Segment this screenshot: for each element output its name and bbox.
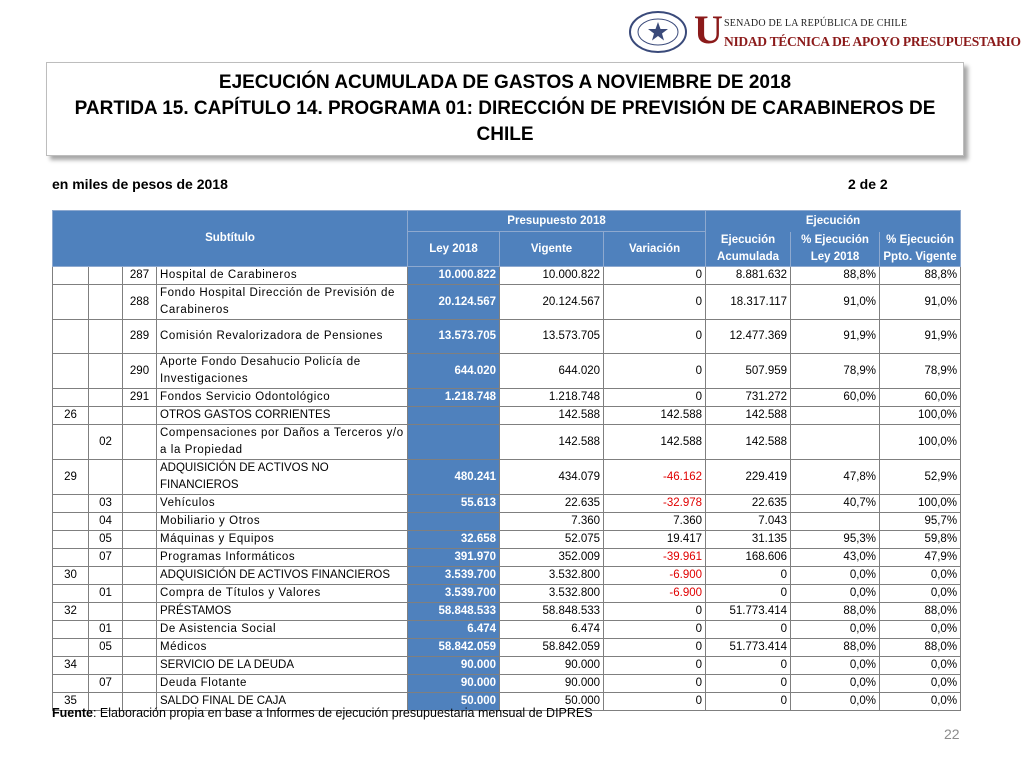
cell-pct-ley: 0,0% [791, 584, 880, 602]
cell-pct-ley: 88,8% [791, 266, 880, 284]
cell-ley-2018: 13.573.705 [408, 319, 500, 353]
cell-ejecucion-acumulada: 0 [706, 674, 791, 692]
cell-vigente: 352.009 [500, 548, 604, 566]
cell-asignacion: 291 [123, 388, 157, 406]
cell-ley-2018: 10.000.822 [408, 266, 500, 284]
cell-descripcion: Aporte Fondo Desahucio Policía de Investigaciones [157, 353, 408, 388]
cell-descripcion: Comisión Revalorizadora de Pensiones [157, 319, 408, 353]
cell-variacion: -39.961 [604, 548, 706, 566]
cell-item [89, 566, 123, 584]
header-pct-vig-2: Ppto. Vigente [880, 249, 961, 267]
cell-item: 07 [89, 548, 123, 566]
cell-asignacion [123, 566, 157, 584]
cell-descripcion: De Asistencia Social [157, 620, 408, 638]
cell-ejecucion-acumulada: 142.588 [706, 406, 791, 424]
table-row [53, 674, 961, 692]
cell-pct-vigente: 100,0% [880, 424, 961, 459]
cell-subtitulo [53, 674, 89, 692]
cell-item: 05 [89, 530, 123, 548]
table-row [53, 459, 961, 494]
cell-vigente: 10.000.822 [500, 266, 604, 284]
cell-ley-2018: 391.970 [408, 548, 500, 566]
cell-ley-2018: 1.218.748 [408, 388, 500, 406]
cell-asignacion: 289 [123, 319, 157, 353]
cell-ley-2018: 32.658 [408, 530, 500, 548]
cell-item: 05 [89, 638, 123, 656]
cell-ejecucion-acumulada: 0 [706, 620, 791, 638]
cell-pct-vigente: 78,9% [880, 353, 961, 388]
cell-pct-vigente: 0,0% [880, 584, 961, 602]
cell-pct-vigente: 59,8% [880, 530, 961, 548]
cell-subtitulo [53, 353, 89, 388]
cell-descripcion: SALDO FINAL DE CAJA [157, 692, 408, 710]
cell-ley-2018: 3.539.700 [408, 566, 500, 584]
table-row [53, 638, 961, 656]
cell-asignacion [123, 584, 157, 602]
table-row [53, 284, 961, 319]
cell-subtitulo: 26 [53, 406, 89, 424]
cell-pct-ley: 78,9% [791, 353, 880, 388]
cell-vigente: 142.588 [500, 406, 604, 424]
cell-item: 02 [89, 424, 123, 459]
cell-descripcion: Médicos [157, 638, 408, 656]
cell-vigente: 13.573.705 [500, 319, 604, 353]
cell-ejecucion-acumulada: 51.773.414 [706, 638, 791, 656]
cell-ejecucion-acumulada: 0 [706, 656, 791, 674]
table-row [53, 620, 961, 638]
source-footer [52, 706, 593, 720]
cell-pct-ley: 0,0% [791, 620, 880, 638]
cell-pct-vigente: 88,0% [880, 638, 961, 656]
table-body [53, 266, 961, 710]
cell-vigente: 7.360 [500, 512, 604, 530]
header-ejec-acum-2: Acumulada [706, 249, 791, 267]
cell-asignacion [123, 424, 157, 459]
cell-pct-ley: 40,7% [791, 494, 880, 512]
cell-item [89, 602, 123, 620]
cell-vigente: 644.020 [500, 353, 604, 388]
cell-pct-ley: 88,0% [791, 638, 880, 656]
cell-variacion: -32.978 [604, 494, 706, 512]
cell-asignacion [123, 674, 157, 692]
cell-pct-vigente: 88,0% [880, 602, 961, 620]
cell-pct-vigente: 52,9% [880, 459, 961, 494]
cell-variacion: -6.900 [604, 584, 706, 602]
cell-asignacion [123, 638, 157, 656]
cell-item [89, 388, 123, 406]
cell-ley-2018: 6.474 [408, 620, 500, 638]
cell-vigente: 142.588 [500, 424, 604, 459]
cell-subtitulo: 32 [53, 602, 89, 620]
cell-variacion: 0 [604, 388, 706, 406]
cell-ejecucion-acumulada: 18.317.117 [706, 284, 791, 319]
cell-pct-ley [791, 512, 880, 530]
header-pct-vig-1: % Ejecución [880, 232, 961, 249]
cell-ejecucion-acumulada: 0 [706, 584, 791, 602]
title-line-3: CHILE [476, 124, 534, 145]
cell-subtitulo [53, 319, 89, 353]
cell-ejecucion-acumulada: 12.477.369 [706, 319, 791, 353]
cell-pct-vigente: 47,9% [880, 548, 961, 566]
cell-descripcion: Deuda Flotante [157, 674, 408, 692]
cell-ley-2018 [408, 512, 500, 530]
cell-descripcion: Fondo Hospital Dirección de Previsión de Carabineros [157, 284, 408, 319]
cell-descripcion: Fondos Servicio Odontológico [157, 388, 408, 406]
cell-ejecucion-acumulada: 0 [706, 692, 791, 710]
table-row [53, 656, 961, 674]
cell-pct-ley: 47,8% [791, 459, 880, 494]
cell-pct-vigente: 0,0% [880, 566, 961, 584]
cell-item [89, 459, 123, 494]
cell-ejecucion-acumulada: 0 [706, 566, 791, 584]
cell-pct-ley: 60,0% [791, 388, 880, 406]
table-row [53, 353, 961, 388]
cell-ley-2018: 90.000 [408, 674, 500, 692]
table-row [53, 566, 961, 584]
cell-pct-vigente: 100,0% [880, 494, 961, 512]
cell-item: 03 [89, 494, 123, 512]
source-label: Fuente [52, 706, 93, 720]
table-row [53, 512, 961, 530]
cell-vigente: 50.000 [500, 692, 604, 710]
cell-descripcion: ADQUISICIÓN DE ACTIVOS FINANCIEROS [157, 566, 408, 584]
cell-pct-vigente: 60,0% [880, 388, 961, 406]
header-ejec-acum-1: Ejecución [706, 232, 791, 249]
title-line-2: PARTIDA 15. CAPÍTULO 14. PROGRAMA 01: DIRECCIÓN DE PREVISIÓN DE CARABINEROS DE [74, 98, 936, 119]
cell-item: 04 [89, 512, 123, 530]
cell-variacion: 0 [604, 266, 706, 284]
cell-subtitulo [53, 424, 89, 459]
cell-vigente: 52.075 [500, 530, 604, 548]
cell-pct-vigente: 0,0% [880, 692, 961, 710]
cell-variacion: 19.417 [604, 530, 706, 548]
cell-descripcion: Máquinas y Equipos [157, 530, 408, 548]
table-row [53, 319, 961, 353]
cell-subtitulo [53, 284, 89, 319]
cell-ejecucion-acumulada: 731.272 [706, 388, 791, 406]
cell-ley-2018: 58.848.533 [408, 602, 500, 620]
cell-pct-ley: 43,0% [791, 548, 880, 566]
brand-letter: U [694, 7, 723, 52]
cell-ley-2018: 50.000 [408, 692, 500, 710]
cell-subtitulo [53, 266, 89, 284]
cell-variacion: -6.900 [604, 566, 706, 584]
cell-asignacion [123, 548, 157, 566]
cell-ley-2018 [408, 424, 500, 459]
cell-subtitulo [53, 584, 89, 602]
cell-pct-ley: 0,0% [791, 656, 880, 674]
cell-item [89, 266, 123, 284]
cell-item: 01 [89, 584, 123, 602]
page-of-label: 2 de 2 [848, 176, 888, 192]
cell-pct-vigente: 0,0% [880, 620, 961, 638]
cell-asignacion [123, 512, 157, 530]
cell-ejecucion-acumulada: 7.043 [706, 512, 791, 530]
cell-ejecucion-acumulada: 8.881.632 [706, 266, 791, 284]
units-label: en miles de pesos de 2018 [52, 176, 228, 192]
cell-ley-2018: 480.241 [408, 459, 500, 494]
header-ejecucion: Ejecución [706, 211, 961, 232]
cell-vigente: 3.532.800 [500, 584, 604, 602]
senado-logo [628, 7, 1021, 56]
cell-descripcion: SERVICIO DE LA DEUDA [157, 656, 408, 674]
cell-asignacion [123, 459, 157, 494]
table-row [53, 584, 961, 602]
cell-subtitulo [53, 638, 89, 656]
cell-item [89, 353, 123, 388]
cell-pct-ley: 95,3% [791, 530, 880, 548]
title-box [46, 62, 964, 156]
cell-ley-2018: 644.020 [408, 353, 500, 388]
cell-item [89, 284, 123, 319]
cell-subtitulo [53, 494, 89, 512]
cell-item [89, 656, 123, 674]
cell-ley-2018: 3.539.700 [408, 584, 500, 602]
cell-asignacion [123, 530, 157, 548]
cell-subtitulo [53, 530, 89, 548]
cell-vigente: 22.635 [500, 494, 604, 512]
header-pct-ley-2: Ley 2018 [791, 249, 880, 267]
cell-pct-ley: 0,0% [791, 566, 880, 584]
cell-variacion: 142.588 [604, 424, 706, 459]
cell-descripcion: Vehículos [157, 494, 408, 512]
table-row [53, 494, 961, 512]
table-row [53, 388, 961, 406]
budget-table [52, 210, 960, 707]
cell-ejecucion-acumulada: 507.959 [706, 353, 791, 388]
cell-asignacion: 287 [123, 266, 157, 284]
page-number: 22 [944, 726, 960, 742]
table-row [53, 602, 961, 620]
cell-pct-ley: 0,0% [791, 674, 880, 692]
cell-subtitulo: 35 [53, 692, 89, 710]
cell-pct-ley: 91,9% [791, 319, 880, 353]
cell-pct-ley [791, 424, 880, 459]
cell-asignacion: 288 [123, 284, 157, 319]
cell-pct-vigente: 91,9% [880, 319, 961, 353]
cell-asignacion [123, 494, 157, 512]
cell-descripcion: Mobiliario y Otros [157, 512, 408, 530]
cell-subtitulo [53, 388, 89, 406]
cell-descripcion: OTROS GASTOS CORRIENTES [157, 406, 408, 424]
cell-variacion: -46.162 [604, 459, 706, 494]
cell-vigente: 58.848.533 [500, 602, 604, 620]
cell-subtitulo [53, 512, 89, 530]
cell-subtitulo: 30 [53, 566, 89, 584]
cell-variacion: 0 [604, 674, 706, 692]
brand-line-1: SENADO DE LA REPÚBLICA DE CHILE [724, 18, 908, 29]
cell-item: 07 [89, 674, 123, 692]
header-pct-ley-1: % Ejecución [791, 232, 880, 249]
cell-ley-2018 [408, 406, 500, 424]
cell-item [89, 319, 123, 353]
cell-vigente: 90.000 [500, 674, 604, 692]
cell-vigente: 6.474 [500, 620, 604, 638]
senado-seal-icon [628, 10, 688, 54]
cell-variacion: 0 [604, 602, 706, 620]
table-row [53, 266, 961, 284]
cell-variacion: 0 [604, 620, 706, 638]
cell-pct-vigente: 88,8% [880, 266, 961, 284]
table-row [53, 406, 961, 424]
cell-vigente: 20.124.567 [500, 284, 604, 319]
cell-ejecucion-acumulada: 142.588 [706, 424, 791, 459]
cell-pct-ley: 0,0% [791, 692, 880, 710]
header-vigente: Vigente [500, 232, 604, 267]
cell-asignacion [123, 620, 157, 638]
cell-variacion: 0 [604, 692, 706, 710]
cell-descripcion: Compensaciones por Daños a Terceros y/o a la Propiedad [157, 424, 408, 459]
cell-pct-ley [791, 406, 880, 424]
cell-asignacion [123, 602, 157, 620]
cell-pct-vigente: 0,0% [880, 674, 961, 692]
cell-subtitulo [53, 620, 89, 638]
cell-ley-2018: 90.000 [408, 656, 500, 674]
cell-descripcion: ADQUISICIÓN DE ACTIVOS NO FINANCIEROS [157, 459, 408, 494]
cell-pct-ley: 91,0% [791, 284, 880, 319]
cell-subtitulo: 29 [53, 459, 89, 494]
cell-item: 01 [89, 620, 123, 638]
cell-variacion: 142.588 [604, 406, 706, 424]
table-row [53, 530, 961, 548]
cell-vigente: 90.000 [500, 656, 604, 674]
cell-pct-vigente: 95,7% [880, 512, 961, 530]
header-subtitulo: Subtítulo [53, 211, 408, 267]
cell-pct-vigente: 0,0% [880, 656, 961, 674]
cell-pct-vigente: 100,0% [880, 406, 961, 424]
cell-variacion: 0 [604, 353, 706, 388]
cell-descripcion: Programas Informáticos [157, 548, 408, 566]
header-variacion: Variación [604, 232, 706, 267]
cell-vigente: 434.079 [500, 459, 604, 494]
cell-vigente: 3.532.800 [500, 566, 604, 584]
cell-ejecucion-acumulada: 22.635 [706, 494, 791, 512]
cell-variacion: 0 [604, 319, 706, 353]
title-line-1: EJECUCIÓN ACUMULADA DE GASTOS A NOVIEMBRE DE 2018 [218, 72, 792, 93]
cell-variacion: 0 [604, 284, 706, 319]
brand-line-2: NIDAD TÉCNICA DE APOYO PRESUPUESTARIO [724, 34, 1021, 49]
cell-descripcion: Compra de Títulos y Valores [157, 584, 408, 602]
cell-ley-2018: 20.124.567 [408, 284, 500, 319]
cell-ley-2018: 55.613 [408, 494, 500, 512]
cell-variacion: 7.360 [604, 512, 706, 530]
cell-asignacion [123, 406, 157, 424]
cell-variacion: 0 [604, 656, 706, 674]
cell-ejecucion-acumulada: 168.606 [706, 548, 791, 566]
cell-ejecucion-acumulada: 51.773.414 [706, 602, 791, 620]
header-ley: Ley 2018 [408, 232, 500, 267]
cell-vigente: 58.842.059 [500, 638, 604, 656]
cell-ley-2018: 58.842.059 [408, 638, 500, 656]
cell-pct-ley: 88,0% [791, 602, 880, 620]
cell-descripcion: Hospital de Carabineros [157, 266, 408, 284]
cell-asignacion: 290 [123, 353, 157, 388]
cell-subtitulo: 34 [53, 656, 89, 674]
cell-item [89, 406, 123, 424]
cell-ejecucion-acumulada: 229.419 [706, 459, 791, 494]
cell-pct-vigente: 91,0% [880, 284, 961, 319]
cell-descripcion: PRÉSTAMOS [157, 602, 408, 620]
cell-variacion: 0 [604, 638, 706, 656]
header-presupuesto: Presupuesto 2018 [408, 211, 706, 232]
cell-vigente: 1.218.748 [500, 388, 604, 406]
table-row [53, 548, 961, 566]
source-text: : Elaboración propia en base a Informes de ejecución presupuestaria mensual de DIPRES [92, 706, 593, 720]
cell-asignacion [123, 656, 157, 674]
table-row [53, 424, 961, 459]
cell-ejecucion-acumulada: 31.135 [706, 530, 791, 548]
cell-subtitulo [53, 548, 89, 566]
